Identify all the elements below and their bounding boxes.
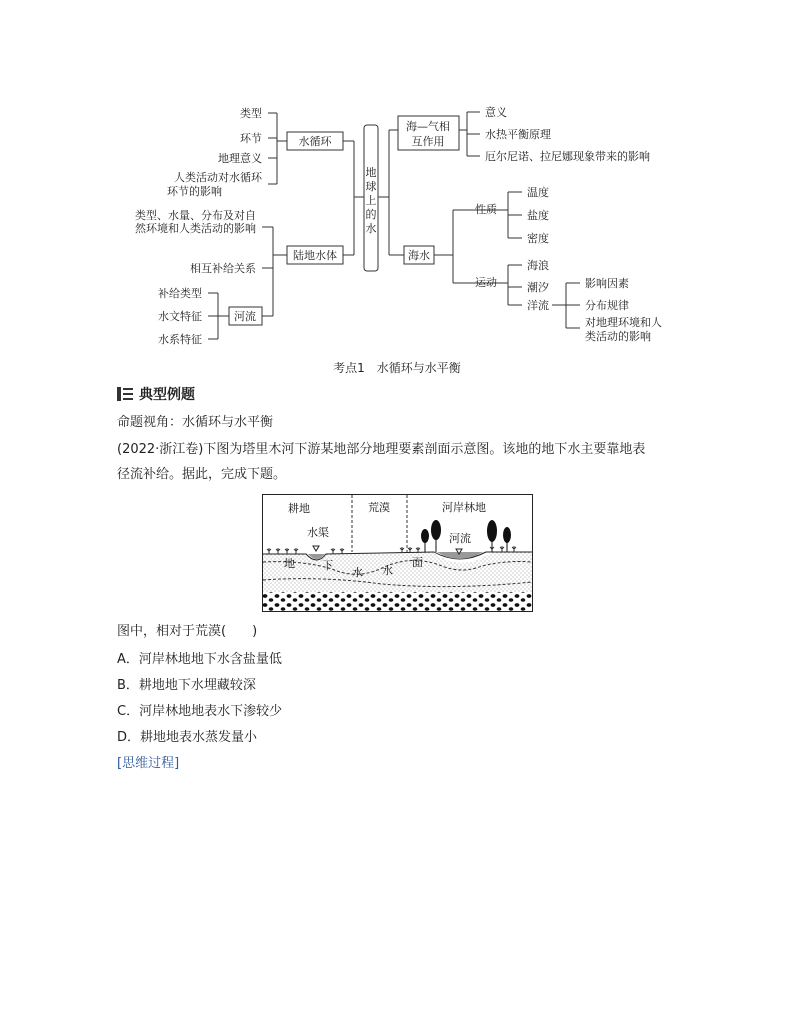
option-b: B．耕地地下水埋藏较深 [117, 678, 256, 693]
gw-char-1: 地 [284, 557, 295, 570]
cur-item-factors: 影响因素 [585, 277, 629, 290]
river-item-system: 水系特征 [158, 333, 202, 346]
zone-label-riparian: 河岸林地 [442, 501, 486, 514]
lw-item-3: 相互补给关系 [190, 262, 256, 275]
option-d: D．耕地地表水蒸发量小 [117, 730, 258, 745]
gw-char-2: 下 [322, 559, 333, 572]
sw-properties-label: 性质 [475, 203, 497, 216]
canal-label: 水渠 [307, 526, 329, 539]
list-icon [117, 387, 133, 401]
wc-item-human-1: 人类活动对水循环 [174, 171, 262, 184]
river-item-supply: 补给类型 [158, 287, 202, 300]
center-char-1: 地 [365, 166, 377, 179]
wc-item-link: 环节 [240, 132, 262, 145]
sand-layer [263, 552, 532, 592]
option-a: A．河岸林地地下水含盐量低 [117, 652, 282, 667]
cur-item-impact-2: 类活动的影响 [585, 330, 651, 343]
question-prompt: 图中，相对于荒漠( ) [117, 624, 258, 639]
center-char-3: 上 [365, 194, 377, 207]
lw-item-1: 类型、水量、分布及对自 [135, 209, 256, 222]
center-char-4: 的 [365, 208, 377, 221]
gw-char-5: 面 [412, 556, 423, 569]
zone-label-desert: 荒漠 [368, 501, 390, 514]
sw-motion-wave: 海浪 [527, 259, 549, 272]
question-stem-2: 径流补给。据此，完成下题。 [117, 467, 287, 482]
sw-motion-label: 运动 [475, 276, 497, 289]
node-seawater: 海水 [408, 249, 430, 262]
sa-item-meaning: 意义 [485, 106, 507, 119]
wc-item-human-2: 环节的影响 [167, 185, 222, 198]
sa-item-balance: 水热平衡原理 [485, 128, 551, 141]
node-sea-air-1: 海—气相 [406, 120, 450, 133]
thinking-process-label: [思维过程] [117, 756, 180, 771]
river-label: 河流 [449, 532, 471, 545]
mindmap-connectors [208, 112, 580, 339]
sw-motion-current: 洋流 [527, 299, 549, 312]
question-stem-1: (2022·浙江卷)下图为塔里木河下游某地部分地理要素剖面示意图。该地的地下水主要靠地表 [117, 442, 646, 457]
node-river: 河流 [234, 310, 256, 323]
cur-item-impact-1: 对地理环境和人 [585, 316, 662, 329]
cur-item-distribution: 分布规律 [585, 299, 629, 312]
sw-prop-density: 密度 [527, 232, 549, 245]
gw-char-3: 水 [352, 566, 363, 579]
question-perspective: 命题视角：水循环与水平衡 [117, 415, 274, 430]
mind-map [0, 0, 794, 352]
wc-item-meaning: 地理意义 [218, 152, 262, 165]
option-c: C．河岸林地地表水下渗较少 [117, 704, 283, 719]
section-title: 典型例题 [139, 387, 195, 403]
sw-prop-temp: 温度 [527, 186, 549, 199]
cross-section-figure [262, 494, 533, 612]
center-char-5: 水 [365, 222, 377, 235]
wc-item-type: 类型 [240, 107, 262, 120]
section-heading [117, 384, 195, 404]
node-water-cycle: 水循环 [298, 135, 332, 148]
caption: 考点1 水循环与水平衡 [333, 361, 461, 375]
sw-motion-tide: 潮汐 [527, 281, 549, 294]
gravel-layer [263, 592, 532, 611]
sa-item-enso: 厄尔尼诺、拉尼娜现象带来的影响 [485, 150, 650, 163]
center-char-2: 球 [365, 180, 377, 193]
node-sea-air-2: 互作用 [411, 135, 445, 148]
gw-char-4: 水 [382, 564, 393, 577]
river-item-hydro: 水文特征 [158, 310, 202, 323]
node-land-water: 陆地水体 [293, 249, 337, 262]
lw-item-2: 然环境和人类活动的影响 [135, 222, 256, 235]
zone-label-farmland: 耕地 [288, 502, 310, 515]
sw-prop-salinity: 盐度 [527, 209, 549, 222]
